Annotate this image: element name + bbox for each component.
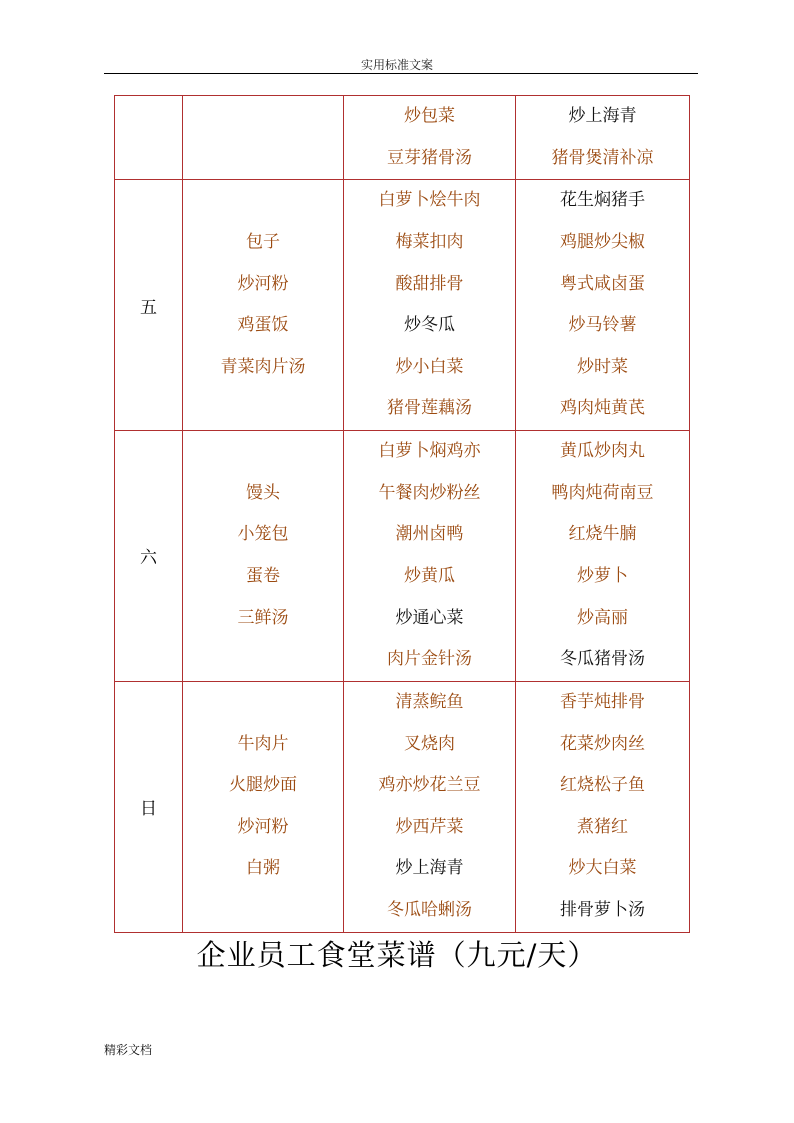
- lunch-dish: 白萝卜焖鸡亦: [378, 441, 481, 462]
- lunch-dish: 潮州卤鸭: [395, 524, 464, 545]
- dinner-dish: 猪骨煲清补凉: [551, 147, 654, 168]
- breakfast-dish: 鸡蛋饭: [237, 315, 289, 336]
- dinner-dish: 花菜炒肉丝: [560, 733, 645, 754]
- breakfast-cell: [183, 681, 344, 932]
- lunch-dish: 炒西芹菜: [395, 816, 464, 837]
- day-cell: 日: [115, 681, 183, 932]
- dinner-cell: [516, 96, 690, 180]
- menu-table: [114, 95, 690, 933]
- menu-row: [115, 96, 690, 180]
- breakfast-dish: 馒头: [246, 482, 280, 503]
- dinner-dish: 鸡肉炖黄芪: [560, 398, 645, 419]
- breakfast-dish: 蛋卷: [246, 565, 280, 586]
- day-cell: 六: [115, 431, 183, 682]
- lunch-cell: [344, 431, 516, 682]
- menu-row: [115, 180, 690, 431]
- dinner-dish: 炒大白菜: [568, 858, 637, 879]
- page-footer: 精彩文档: [104, 1043, 153, 1057]
- dinner-dish: 红烧牛腩: [568, 524, 637, 545]
- breakfast-dish: 青菜肉片汤: [220, 356, 306, 377]
- lunch-dish: 午餐肉炒粉丝: [378, 482, 481, 503]
- dinner-dish: 粤式咸卤蛋: [560, 273, 645, 294]
- dinner-dish: 花生焖猪手: [560, 190, 645, 211]
- dinner-dish: 鸡腿炒尖椒: [560, 232, 645, 252]
- dinner-cell: [516, 681, 690, 932]
- day-cell: [115, 96, 183, 180]
- day-cell: 五: [115, 180, 183, 431]
- lunch-dish: 炒通心菜: [395, 607, 464, 628]
- page-title: 企业员工食堂菜谱（九元/天）: [196, 938, 598, 972]
- dinner-dish: 炒时菜: [577, 356, 628, 377]
- dinner-dish: 炒萝卜: [577, 565, 628, 586]
- dinner-dish: 炒上海青: [568, 106, 637, 126]
- lunch-dish: 炒包菜: [404, 106, 455, 126]
- dinner-dish: 炒高丽: [577, 607, 628, 628]
- menu-row: [115, 431, 690, 682]
- lunch-dish: 白萝卜烩牛肉: [378, 190, 481, 211]
- lunch-dish: 炒黄瓜: [404, 565, 455, 586]
- dinner-dish: 炒马铃薯: [568, 315, 637, 336]
- lunch-dish: 冬瓜哈蜊汤: [387, 899, 472, 920]
- breakfast-dish: 小笼包: [237, 524, 289, 545]
- menu-table-body: [115, 96, 690, 933]
- lunch-dish: 炒冬瓜: [404, 315, 455, 336]
- lunch-cell: [344, 180, 516, 431]
- lunch-dish: 酸甜排骨: [395, 273, 464, 294]
- lunch-dish: 炒上海青: [395, 858, 464, 879]
- breakfast-dish: 牛肉片: [237, 733, 289, 754]
- breakfast-cell: [183, 431, 344, 682]
- lunch-dish: 叉烧肉: [404, 733, 455, 754]
- breakfast-dish: 三鲜汤: [237, 607, 289, 628]
- breakfast-dish: 包子: [246, 232, 280, 252]
- lunch-dish: 炒小白菜: [395, 356, 464, 377]
- page-header: 实用标准文案: [360, 58, 433, 72]
- lunch-cell: [344, 96, 516, 180]
- breakfast-dish: 炒河粉: [237, 816, 289, 837]
- dinner-cell: [516, 180, 690, 431]
- lunch-dish: 梅菜扣肉: [395, 232, 464, 252]
- header-divider: [104, 73, 698, 74]
- breakfast-cell: [183, 96, 344, 180]
- lunch-dish: 豆芽猪骨汤: [387, 147, 472, 168]
- dinner-dish: 香芋炖排骨: [560, 691, 645, 712]
- dinner-dish: 黄瓜炒肉丸: [560, 441, 645, 462]
- lunch-dish: 肉片金针汤: [387, 649, 472, 670]
- lunch-cell: [344, 681, 516, 932]
- breakfast-cell: [183, 180, 344, 431]
- lunch-dish: 鸡亦炒花兰豆: [378, 775, 481, 796]
- breakfast-dish: 白粥: [246, 858, 280, 879]
- dinner-dish: 红烧松子鱼: [560, 775, 645, 796]
- menu-row: [115, 681, 690, 932]
- dinner-dish: 煮猪红: [577, 816, 628, 837]
- lunch-dish: 猪骨莲藕汤: [387, 398, 472, 419]
- dinner-cell: [516, 431, 690, 682]
- dinner-dish: 排骨萝卜汤: [560, 899, 645, 920]
- breakfast-dish: 炒河粉: [237, 273, 289, 294]
- breakfast-dish: 火腿炒面: [229, 775, 297, 796]
- dinner-dish: 冬瓜猪骨汤: [560, 649, 645, 670]
- dinner-dish: 鸭肉炖荷南豆: [551, 482, 654, 503]
- lunch-dish: 清蒸鲩鱼: [395, 691, 464, 712]
